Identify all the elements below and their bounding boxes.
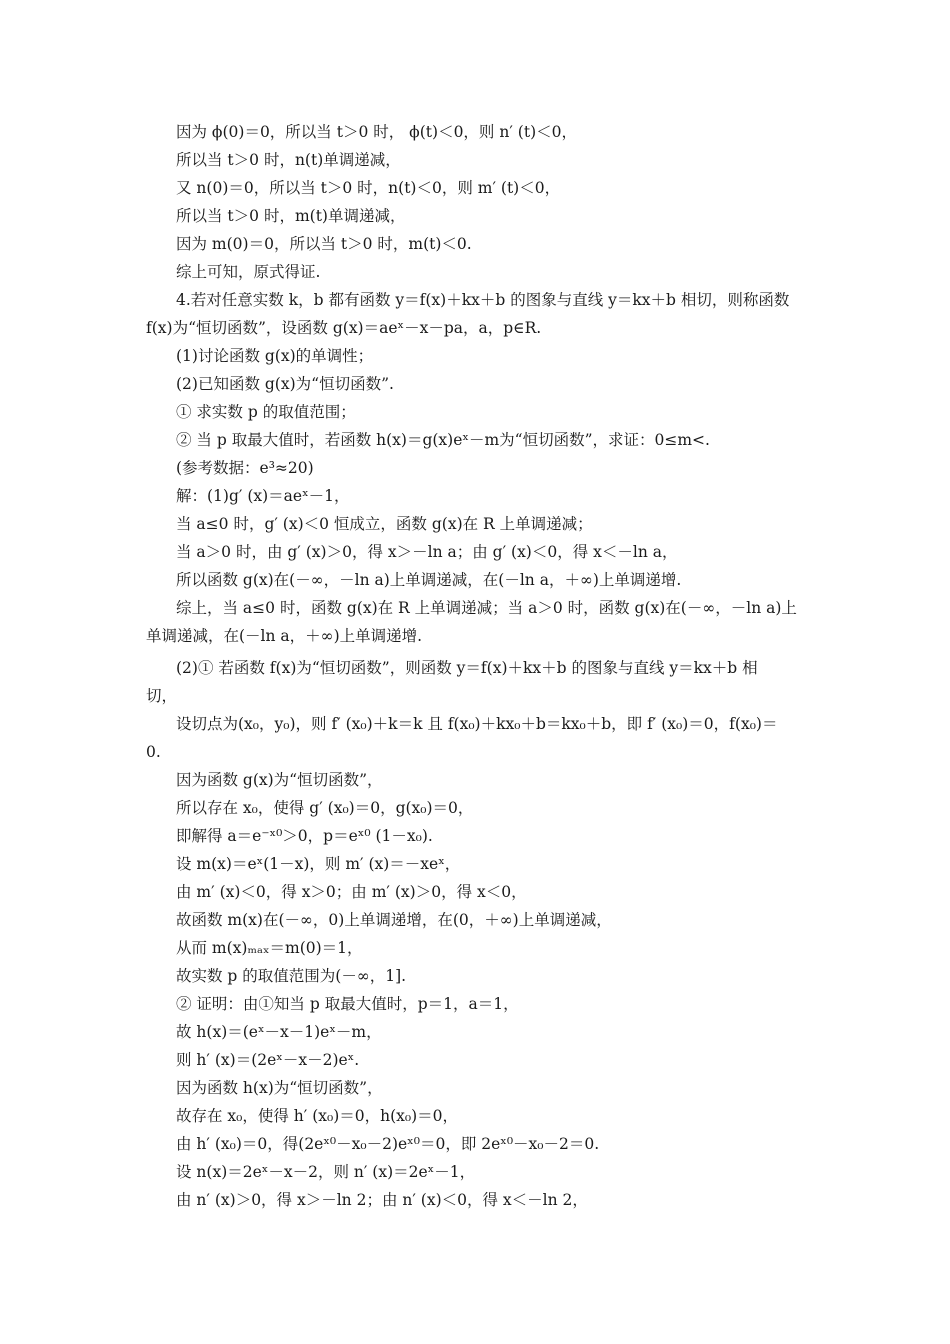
solution-line: 当 a＞0 时，由 g′ (x)＞0，得 x＞－ln a；由 g′ (x)＜0，得 x＜－ln a， <box>176 543 678 561</box>
solution-line: 综上，当 a≤0 时，函数 g(x)在 R 上单调递减；当 a＞0 时，函数 g(x)在(－∞，－ln a)上 <box>176 599 797 617</box>
question-part: ① 求实数 p 的取值范围； <box>176 403 356 421</box>
solution-line: 所以函数 g(x)在(－∞，－ln a)上单调递减，在(－ln a，＋∞)上单调递增. <box>176 571 682 589</box>
solution-line: 因为函数 h(x)为“恒切函数”， <box>176 1079 383 1097</box>
solution-line: 故函数 m(x)在(－∞，0)上单调递增，在(0，＋∞)上单调递减， <box>176 911 612 929</box>
solution-line: 由 n′ (x)＞0，得 x＞－ln 2；由 n′ (x)＜0，得 x＜－ln 2， <box>176 1191 588 1209</box>
question-part: (2)已知函数 g(x)为“恒切函数”. <box>176 375 394 393</box>
solution-line: 由 h′ (x₀)＝0，得(2eˣ⁰－x₀－2)eˣ⁰＝0，即 2eˣ⁰－x₀－2＝0. <box>176 1135 600 1153</box>
solution-line: 解：(1)g′ (x)＝aeˣ－1， <box>176 487 350 505</box>
solution-line: 设 n(x)＝2eˣ－x－2，则 n′ (x)＝2eˣ－1， <box>176 1163 476 1181</box>
solution-line: 所以存在 x₀，使得 g′ (x₀)＝0，g(x₀)＝0， <box>176 799 474 817</box>
solution-line: 单调递减，在(－ln a，＋∞)上单调递增. <box>146 627 423 645</box>
solution-line: 故实数 p 的取值范围为(－∞，1]. <box>176 967 407 985</box>
solution-line: 因为函数 g(x)为“恒切函数”， <box>176 771 383 789</box>
text-line: 综上可知，原式得证. <box>176 263 321 281</box>
solution-line: ② 证明：由①知当 p 取最大值时，p＝1，a＝1， <box>176 995 519 1013</box>
text-line: 又 n(0)＝0，所以当 t＞0 时，n(t)＜0，则 m′ (t)＜0， <box>176 179 561 197</box>
text-line: 所以当 t＞0 时，m(t)单调递减， <box>176 207 406 225</box>
solution-line: 切， <box>146 687 178 705</box>
solution-line: 从而 m(x)ₘₐₓ＝m(0)＝1， <box>176 939 363 957</box>
solution-line: (2)① 若函数 f(x)为“恒切函数”，则函数 y＝f(x)＋kx＋b 的图象与直线 y＝kx＋b 相 <box>176 659 758 677</box>
solution-line: 0. <box>146 743 161 761</box>
text-line: 因为 m(0)＝0，所以当 t＞0 时，m(t)＜0. <box>176 235 472 253</box>
question-part: ② 当 p 取最大值时，若函数 h(x)＝g(x)eˣ－m为“恒切函数”，求证：0≤m<. <box>176 431 710 449</box>
text-line: 因为 ϕ(0)＝0，所以当 t＞0 时， ϕ(t)＜0，则 n′ (t)＜0， <box>176 123 577 141</box>
text-line: 所以当 t＞0 时，n(t)单调递减， <box>176 151 401 169</box>
solution-line: 由 m′ (x)＜0，得 x＞0；由 m′ (x)＞0，得 x＜0， <box>176 883 527 901</box>
solution-line: 设切点为(x₀，y₀)，则 f′ (x₀)＋k＝k 且 f(x₀)＋kx₀＋b＝kx₀＋b，即 f′ (x₀)＝0，f(x₀)＝ <box>176 715 778 733</box>
solution-line: 即解得 a＝e⁻ˣ⁰＞0，p＝eˣ⁰ (1－x₀). <box>176 827 433 845</box>
solution-line: 故 h(x)＝(eˣ－x－1)eˣ－m， <box>176 1023 382 1041</box>
solution-line: 则 h′ (x)＝(2eˣ－x－2)eˣ. <box>176 1051 360 1069</box>
question-part: (1)讨论函数 g(x)的单调性； <box>176 347 374 365</box>
solution-line: 故存在 x₀，使得 h′ (x₀)＝0，h(x₀)＝0， <box>176 1107 459 1125</box>
problem-statement: f(x)为“恒切函数”，设函数 g(x)＝aeˣ－x－pa，a，p∈R. <box>146 319 542 337</box>
solution-line: 当 a≤0 时，g′ (x)＜0 恒成立，函数 g(x)在 R 上单调递减； <box>176 515 593 533</box>
solution-line: 设 m(x)＝eˣ(1－x)，则 m′ (x)＝－xeˣ， <box>176 855 461 873</box>
problem-statement: 4.若对任意实数 k，b 都有函数 y＝f(x)＋kx＋b 的图象与直线 y＝kx＋b 相切，则称函数 <box>176 291 790 309</box>
reference-data: (参考数据：e³≈20) <box>176 459 314 477</box>
